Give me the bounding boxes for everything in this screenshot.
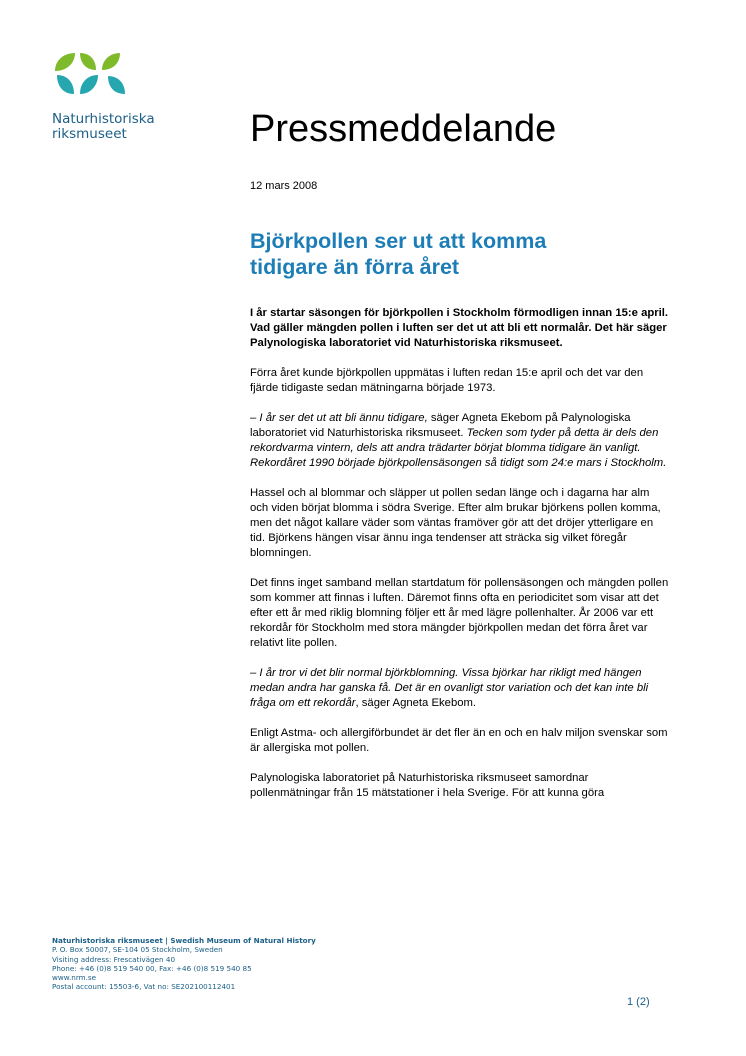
press-release-headline bbox=[250, 228, 670, 280]
lead-paragraph: I år startar säsongen för björkpollen i Stockholm förmodligen innan 15:e april. Vad gäller mängden pollen i luften ser det ut att bli ett normalår. Det här säger Palynologiska laboratoriet vid Naturhistoriska riksmuseet. bbox=[250, 307, 669, 349]
quote-text-3: – I år tror vi det blir normal björkblomning. Vissa björkar har rikligt med hängen medan andra har ganska få. Det är en ovanligt stor variation och det kan inte bli fråga om ett rekordår bbox=[250, 667, 649, 709]
footer-postal-address: P. O. Box 50007, SE-104 05 Stockholm, Sweden bbox=[52, 945, 223, 955]
organization-name-line2: riksmuseet bbox=[52, 126, 127, 142]
logo-leaf-green-mid bbox=[80, 53, 96, 70]
quote-text-2: Tecken som tyder på detta är dels den rekordvarma vintern, dels att andra trädarter börjat blomma tidigare än vanligt. Rekordåret 1990 började björkpollensäsongen så tidigt som 24:e mars i Stockholm. bbox=[250, 427, 667, 469]
museum-logo-icon bbox=[52, 50, 132, 106]
quote-attribution-2: , säger Agneta Ekebom. bbox=[355, 697, 477, 709]
logo-leaf-green-left bbox=[55, 53, 75, 71]
footer-organization-line: Naturhistoriska riksmuseet | Swedish Museum of Natural History bbox=[52, 936, 316, 945]
logo-leaf-teal-mid bbox=[80, 75, 98, 94]
logo-leaf-teal-left bbox=[57, 75, 74, 94]
footer-contact-info bbox=[52, 936, 316, 992]
footer-phone-fax: Phone: +46 (0)8 519 540 00, Fax: +46 (0)8 519 540 85 bbox=[52, 963, 252, 973]
footer-website: www.nrm.se bbox=[52, 973, 97, 983]
press-release-date: 12 mars 2008 bbox=[250, 180, 318, 192]
headline-line1: Björkpollen ser ut att komma bbox=[250, 229, 547, 253]
body-paragraph-4: Det finns inget samband mellan startdatum för pollensäsongen och mängden pollen som kommer att finnas i luften. Däremot finns ofta en periodicitet som visar att det efter ett år med riklig blomning följer ett år med lägre pollenhalter. År 2006 var ett rekordår för Stockholm med stora mängder björkpollen medan det förra året var relativt lite pollen. bbox=[250, 577, 669, 649]
body-paragraph-2 bbox=[250, 411, 670, 471]
body-paragraph-1: Förra året kunde björkpollen uppmätas i luften redan 15:e april och det var den fjärde tidigaste sedan mätningarna började 1973. bbox=[250, 367, 644, 394]
organization-name bbox=[52, 112, 155, 142]
headline-line2: tidigare än förra året bbox=[250, 255, 460, 279]
body-paragraph-5 bbox=[250, 666, 670, 711]
body-paragraph-3: Hassel och al blommar och släpper ut pollen sedan länge och i dagarna har alm och viden börjat blomma i södra Sverige. Efter alm brukar björkens pollen komma, men det något kallare väder som väntas framöver gör att det dröjer ytterligare en tid. Björkens hängen visar ännu inga tendenser att sträcka sig vilket föregår blomningen. bbox=[250, 487, 661, 559]
quote-text-1: – I år ser det ut att bli ännu tidigare, bbox=[250, 412, 428, 424]
body-paragraph-6: Enligt Astma- och allergiförbundet är det fler än en och en halv miljon svenskar som är allergiska mot pollen. bbox=[250, 727, 668, 754]
document-type-title: Pressmeddelande bbox=[250, 108, 557, 150]
quote-attribution-1: säger Agneta Ekebom på Palynologiska laboratoriet vid Naturhistoriska riksmuseet. bbox=[250, 412, 631, 439]
body-paragraph-7: Palynologiska laboratoriet på Naturhistoriska riksmuseet samordnar pollenmätningar från 15 mätstationer i hela Sverige. För att kunna göra bbox=[250, 772, 605, 799]
footer-visiting-address: Visiting address: Frescativägen 40 bbox=[52, 954, 176, 964]
footer-postal-account: Postal account: 15503-6, Vat no: SE202100112401 bbox=[52, 982, 236, 992]
page-number: 1 (2) bbox=[627, 996, 650, 1008]
organization-name-line1: Naturhistoriska bbox=[52, 111, 155, 127]
logo-leaf-green-right bbox=[102, 53, 120, 70]
logo-leaf-teal-right bbox=[108, 76, 125, 94]
article-body bbox=[250, 306, 670, 816]
